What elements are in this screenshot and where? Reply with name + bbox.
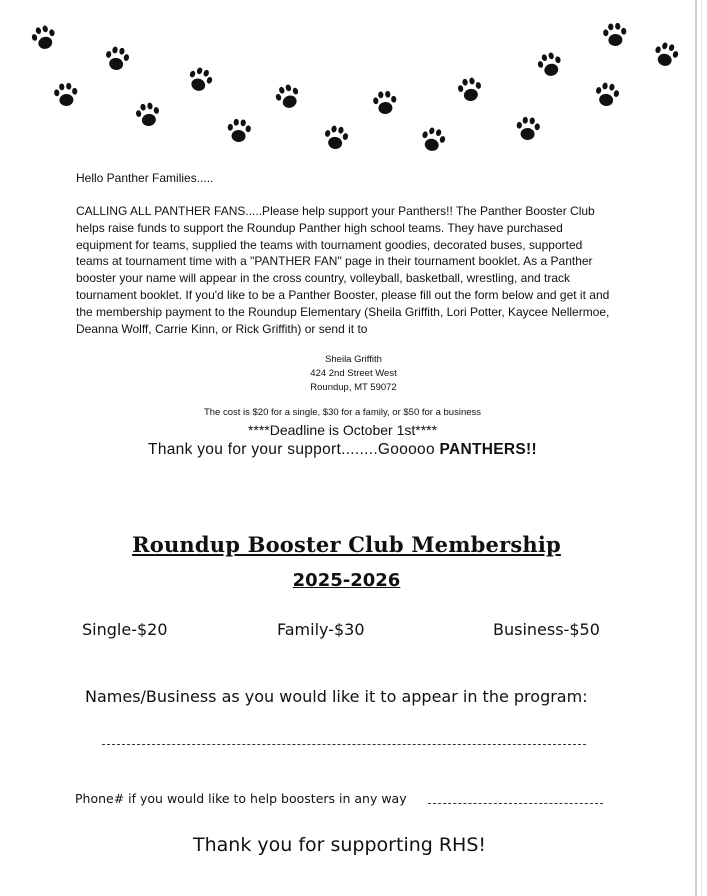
footer-thanks: Thank you for supporting RHS! — [193, 834, 487, 856]
paw-print-icon — [590, 78, 625, 113]
paw-print-icon — [100, 42, 135, 77]
paw-print-icon — [512, 113, 545, 146]
cost-line: The cost is $20 for a single, $30 for a family, or $50 for a business — [203, 407, 482, 418]
paw-print-icon — [599, 19, 632, 52]
thanks-text: Thank you for your support........Gooooo — [148, 441, 440, 458]
paw-print-icon — [453, 73, 488, 108]
names-entry-line[interactable] — [102, 744, 586, 745]
paw-print-icon — [181, 61, 219, 99]
membership-year: 2025-2026 — [292, 570, 401, 591]
paw-print-icon — [50, 79, 83, 112]
paw-print-icon — [415, 122, 452, 159]
paw-print-icon — [131, 98, 166, 133]
address-city: Roundup, MT 59072 — [310, 382, 397, 393]
paw-print-icon — [223, 115, 256, 148]
address-street: 424 2nd Street West — [310, 368, 397, 379]
paw-print-icon — [26, 20, 63, 57]
page-edge-shadow — [701, 0, 702, 896]
panthers-cheer: PANTHERS!! — [439, 441, 537, 458]
paw-print-icon — [648, 37, 685, 74]
greeting: Hello Panther Families..... — [76, 171, 214, 185]
address-name: Sheila Griffith — [325, 354, 382, 365]
price-business: Business-$50 — [493, 620, 600, 639]
deadline-line: ****Deadline is October 1st**** — [247, 422, 438, 438]
price-single: Single-$20 — [82, 620, 168, 639]
page-edge — [695, 0, 697, 896]
thanks-line — [0, 441, 685, 459]
paw-print-icon — [319, 121, 354, 156]
phone-entry-line[interactable] — [428, 803, 603, 804]
paw-print-icon — [532, 47, 569, 84]
phone-prompt: Phone# if you would like to help boosters in any way — [75, 791, 407, 806]
intro-paragraph: CALLING ALL PANTHER FANS.....Please help support your Panthers!! The Panther Booster Club helps raise funds to support the Roundup Panther high school teams. They have purchased equipment for teams, supplied the teams with tournament goodies, decorated buses, supported teams at tournament time with a "PANTHER FAN" page in their tournament booklet. As a Panther booster your name will appear in the cross country, volleyball, basketball, wrestling, and track tournament booklet. If you'd like to be a Panther Booster, please fill out the form below and get it and the membership payment to the Roundup Elementary (Sheila Griffith, Lori Potter, Kaycee Nellermoe, Deanna Wolff, Carrie Kinn, or Rick Griffith) or send it to — [76, 204, 610, 336]
mailing-address — [0, 353, 707, 395]
membership-title: Roundup Booster Club Membership — [132, 532, 561, 557]
names-prompt: Names/Business as you would like it to appear in the program: — [85, 687, 588, 706]
paw-print-icon — [269, 78, 307, 116]
paw-print-icon — [369, 87, 402, 120]
price-family: Family-$30 — [277, 620, 365, 639]
